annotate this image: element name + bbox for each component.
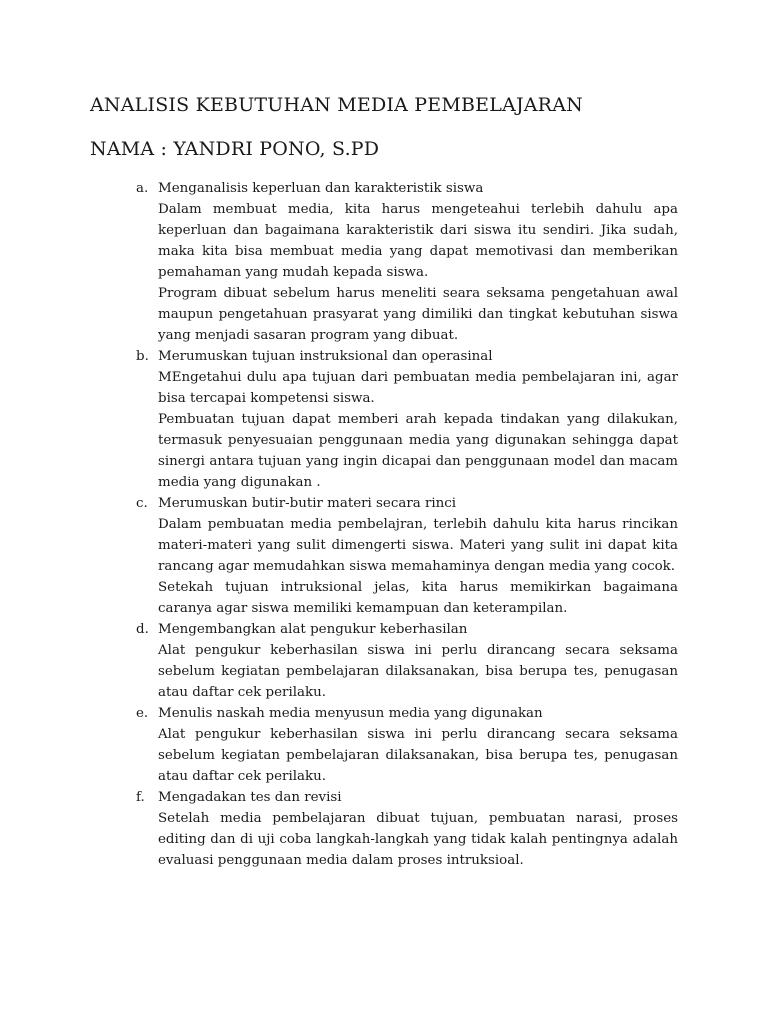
item-paragraph: Dalam membuat media, kita harus mengeteahui terlebih dahulu apa keperluan dan bagaimana karakteristik dari siswa itu sendiri. Jika sudah, maka kita bisa membuat media yang dapat memotivasi dan memberikan pemahaman yang mudah kepada siswa. — [158, 202, 678, 280]
item-paragraph: Setelah media pembelajaran dibuat tujuan, pembuatan narasi, proses editing dan di uji coba langkah-langkah yang tidak kalah pentingnya adalah evaluasi penggunaan media dalam proses intruksioal. — [158, 811, 678, 868]
item-paragraph: MEngetahui dulu apa tujuan dari pembuatan media pembelajaran ini, agar bisa tercapai kompetensi siswa. — [158, 370, 678, 406]
item-paragraph: Pembuatan tujuan dapat memberi arah kepada tindakan yang dilakukan, termasuk penyesuaian penggunaan media yang digunakan sehingga dapat sinergi antara tujuan yang ingin dicapai dan penggunaan model dan macam media yang digunakan . — [158, 412, 678, 490]
outline-list — [136, 178, 678, 871]
item-paragraph: Alat pengukur keberhasilan siswa ini perlu dirancang secara seksama sebelum kegiatan pembelajaran dilaksanakan, bisa berupa tes, penugasan atau daftar cek perilaku. — [158, 643, 678, 700]
item-marker: e. — [136, 706, 149, 721]
item-marker: a. — [136, 181, 149, 196]
outline-item-f — [136, 787, 678, 871]
item-heading: Menulis naskah media menyusun media yang digunakan — [158, 706, 543, 721]
item-paragraph: Setekah tujuan intruksional jelas, kita harus memikirkan bagaimana caranya agar siswa memiliki kemampuan dan keterampilan. — [158, 580, 678, 616]
item-heading: Mengadakan tes dan revisi — [158, 790, 342, 805]
item-heading: Merumuskan tujuan instruksional dan operasinal — [158, 349, 493, 364]
outline-item-e — [136, 703, 678, 787]
item-heading: Merumuskan butir-butir materi secara rinci — [158, 496, 457, 511]
document-title: ANALISIS KEBUTUHAN MEDIA PEMBELAJARAN — [90, 94, 583, 116]
outline-item-c — [136, 493, 678, 619]
outline-item-b — [136, 346, 678, 493]
author-name-line: NAMA : YANDRI PONO, S.PD — [90, 138, 380, 160]
item-heading: Menganalisis keperluan dan karakteristik siswa — [158, 181, 484, 196]
item-marker: f. — [136, 790, 145, 805]
item-marker: d. — [136, 622, 149, 637]
item-marker: c. — [136, 496, 148, 511]
item-heading: Mengembangkan alat pengukur keberhasilan — [158, 622, 468, 637]
item-paragraph: Alat pengukur keberhasilan siswa ini perlu dirancang secara seksama sebelum kegiatan pembelajaran dilaksanakan, bisa berupa tes, penugasan atau daftar cek perilaku. — [158, 727, 678, 784]
item-paragraph: Program dibuat sebelum harus meneliti seara seksama pengetahuan awal maupun pengetahuan prasyarat yang dimiliki dan tingkat kebutuhan siswa yang menjadi sasaran program yang dibuat. — [158, 286, 678, 343]
outline-item-a — [136, 178, 678, 346]
item-marker: b. — [136, 349, 149, 364]
item-paragraph: Dalam pembuatan media pembelajran, terlebih dahulu kita harus rincikan materi-materi yang sulit dimengerti siswa. Materi yang sulit ini dapat kita rancang agar memudahkan siswa memahaminya dengan media yang cocok. — [158, 517, 678, 574]
outline-item-d — [136, 619, 678, 703]
